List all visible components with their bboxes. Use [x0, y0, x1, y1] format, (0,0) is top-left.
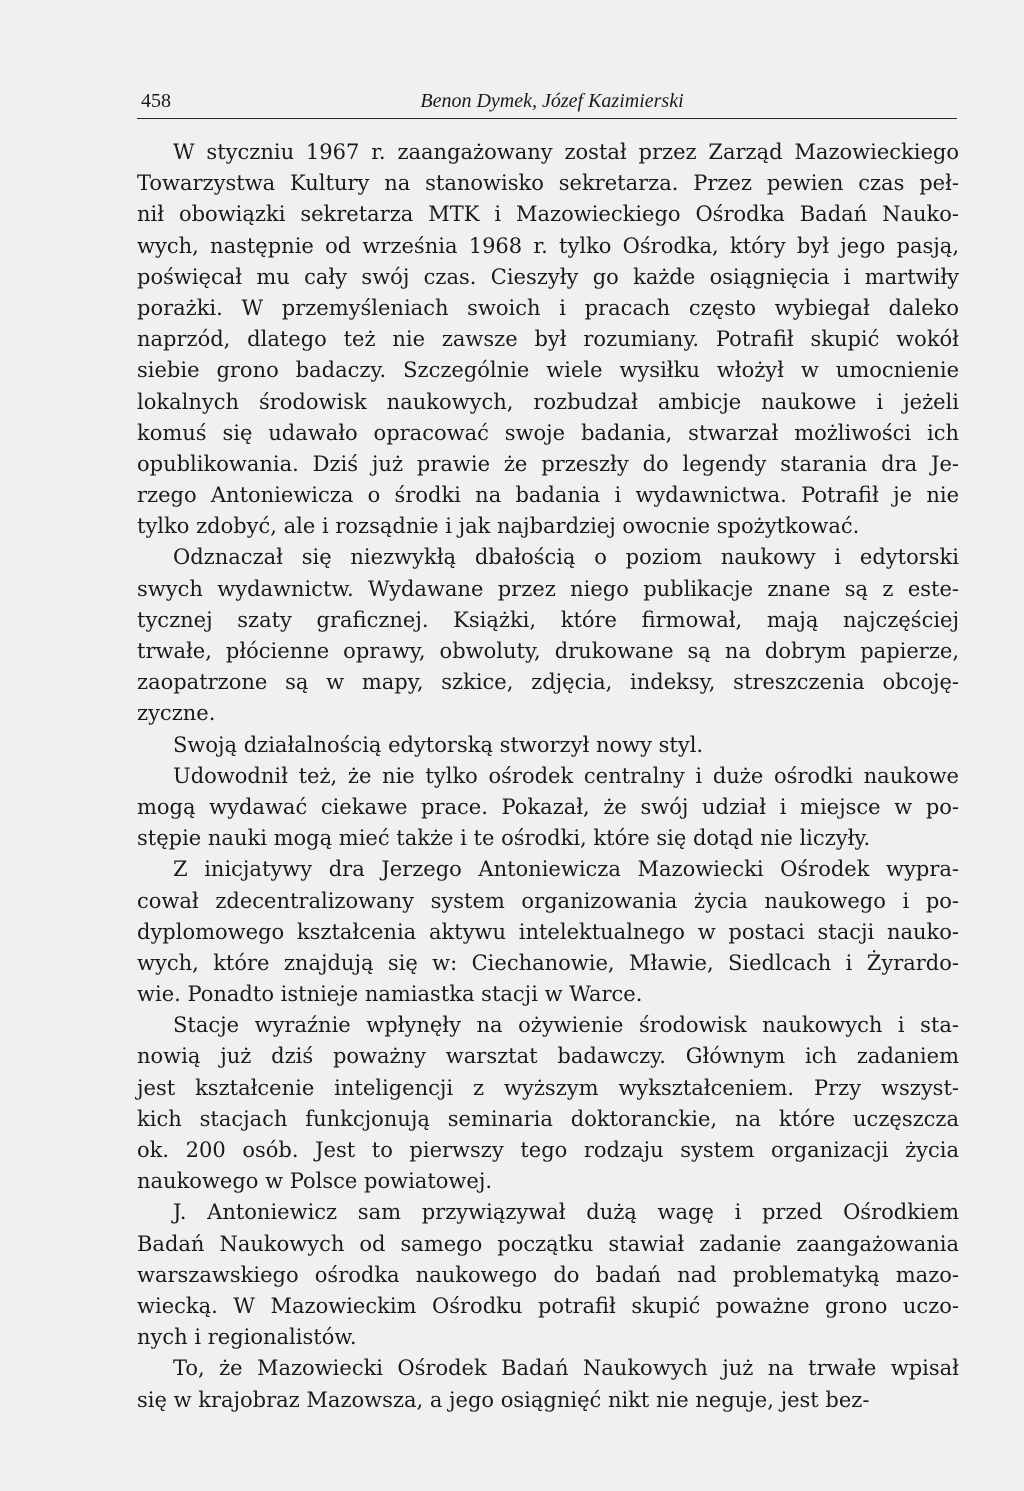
text-line: nych i regionalistów. [137, 1325, 357, 1350]
text-line: tylko zdobyć, ale i rozsądnie i jak najbardziej owocnie spożytkować. [137, 514, 860, 539]
page-number: 458 [141, 90, 171, 112]
text-line: się w krajobraz Mazowsza, a jego osiągnięć nikt nie neguje, jest bez- [137, 1387, 870, 1412]
text-line: mogą wydawać ciekawe prace. Pokazał, że swój udział i miejsce w po- [137, 794, 959, 819]
text-line: nił obowiązki sekretarza MTK i Mazowieckiego Ośrodka Badań Nauko- [137, 202, 959, 227]
text-line: cował zdecentralizowany system organizowania życia naukowego i po- [137, 888, 959, 913]
text-line: Udowodnił też, że nie tylko ośrodek centralny i duże ośrodki naukowe [173, 763, 959, 788]
text-line: Swoją działalnością edytorską stworzył nowy styl. [173, 732, 704, 757]
text-line: stępie nauki mogą mieć także i te ośrodki, które się dotąd nie liczyły. [137, 826, 871, 851]
paragraph [137, 730, 959, 761]
paragraph [137, 137, 959, 542]
text-line: swych wydawnictw. Wydawane przez niego publikacje znane są z este- [137, 576, 959, 601]
text-line: warszawskiego ośrodka naukowego do badań nad problematyką mazo- [137, 1262, 959, 1287]
paragraph [137, 542, 959, 729]
text-line: trwałe, płócienne oprawy, obwoluty, drukowane są na dobrym papierze, [137, 639, 959, 663]
text-line: zaopatrzone są w mapy, szkice, zdjęcia, indeksy, streszczenia obcoję- [137, 670, 959, 695]
text-line: komuś się udawało opracować swoje badania, stwarzał możliwości ich [137, 420, 959, 445]
text-line: W styczniu 1967 r. zaangażowany został przez Zarząd Mazowieckiego [173, 140, 959, 164]
text-line: dyplomowego kształcenia aktywu intelektualnego w postaci stacji nauko- [137, 919, 959, 944]
running-title: Benon Dymek, Józef Kazimierski [420, 90, 684, 112]
text-line: ok. 200 osób. Jest to pierwszy tego rodzaju system organizacji życia [137, 1138, 959, 1162]
paragraph [137, 1353, 959, 1415]
paragraph [137, 1197, 959, 1353]
text-line: wych, następnie od września 1968 r. tylko Ośrodka, który był jego pasją, [137, 233, 959, 258]
text-line: porażki. W przemyśleniach swoich i pracach często wybiegał daleko [137, 295, 959, 320]
text-line: Badań Naukowych od samego początku stawiał zadanie zaangażowania [137, 1231, 959, 1256]
text-line: kich stacjach funkcjonują seminaria doktoranckie, na które uczęszcza [137, 1106, 959, 1131]
paragraph [137, 1010, 959, 1197]
text-line: lokalnych środowisk naukowych, rozbudzał ambicje naukowe i jeżeli [137, 389, 959, 414]
text-line: nowią już dziś poważny warsztat badawczy. Głównym ich zadaniem [137, 1044, 959, 1069]
text-line: wie. Ponadto istnieje namiastka stacji w Warce. [137, 982, 643, 1007]
text-line: rzego Antoniewicza o środki na badania i wydawnictwa. Potrafił je nie [137, 483, 959, 508]
text-line: naprzód, dlatego też nie zawsze był rozumiany. Potrafił skupić wokół [137, 327, 959, 352]
text-line: naukowego w Polsce powiatowej. [137, 1169, 493, 1194]
paragraph [137, 854, 959, 1010]
text-line: tycznej szaty graficznej. Książki, które firmował, mają najczęściej [137, 607, 959, 632]
text-line: opublikowania. Dziś już prawie że przeszły do legendy starania dra Je- [137, 451, 959, 476]
text-line: poświęcał mu cały swój czas. Cieszyły go każde osiągnięcia i martwiły [137, 264, 959, 289]
text-line: J. Antoniewicz sam przywiązywał dużą wagę i przed Ośrodkiem [173, 1200, 959, 1225]
text-line: wiecką. W Mazowieckim Ośrodku potrafił skupić poważne grono uczo- [137, 1293, 959, 1318]
body-text [137, 137, 959, 1416]
text-line: Z inicjatywy dra Jerzego Antoniewicza Mazowiecki Ośrodek wypra- [173, 857, 959, 882]
text-line: To, że Mazowiecki Ośrodek Badań Naukowych już na trwałe wpisał [173, 1356, 959, 1381]
text-line: Towarzystwa Kultury na stanowisko sekretarza. Przez pewien czas peł- [137, 171, 959, 196]
running-header [137, 88, 957, 119]
text-line: Stacje wyraźnie wpłynęły na ożywienie środowisk naukowych i sta- [173, 1013, 959, 1038]
text-line: zyczne. [137, 701, 216, 726]
paragraph [137, 761, 959, 855]
text-line: siebie grono badaczy. Szczególnie wiele wysiłku włożył w umocnienie [137, 358, 959, 383]
text-line: wych, które znajdują się w: Ciechanowie, Mławie, Siedlcach i Żyrardo- [137, 950, 959, 975]
text-line: jest kształcenie inteligencji z wyższym wykształceniem. Przy wszyst- [137, 1075, 959, 1100]
text-line: Odznaczał się niezwykłą dbałością o poziom naukowy i edytorski [173, 545, 959, 570]
